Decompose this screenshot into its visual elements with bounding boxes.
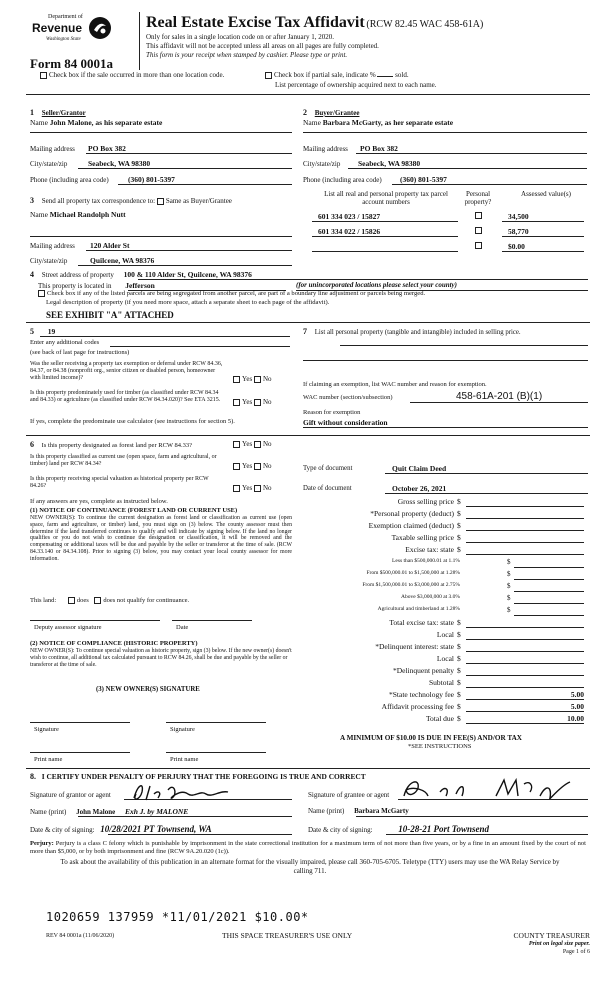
exemption-reason-label: Reason for exemption — [303, 409, 361, 416]
segregated-checkbox[interactable] — [38, 290, 45, 297]
land-does-checkbox[interactable] — [68, 597, 75, 604]
s5-question-1: Was the seller receiving a property tax exemption or deferral under RCW 84.36, 84.37, or 84.38 (nonprofit org., senior citizen or disabled person, homeowner with limited income)? — [30, 361, 223, 381]
header-note-2: This affidavit will not be accepted unless all areas on all pages are fully completed. — [146, 42, 379, 50]
s5-question-3: If yes, complete the predominate use calculator (see instructions for section 5). — [30, 418, 235, 425]
fee-row — [302, 714, 584, 724]
seller-city-value[interactable]: Seabeck, WA 98380 — [88, 159, 151, 168]
seller-city-label: City/state/zip — [30, 160, 68, 168]
s6-question-3: Is this property receiving special valuation as historical property per RCW 84.26? — [30, 476, 209, 489]
correspondence-name-value[interactable]: Michael Randolph Nutt — [49, 210, 126, 219]
s5-q1-yes-checkbox[interactable] — [233, 376, 240, 383]
dollar-sign: $ — [457, 642, 461, 651]
parcel-row-1-personal-checkbox[interactable] — [475, 212, 482, 219]
additional-codes-label: Enter any additional codes — [30, 339, 100, 346]
fee-value-field[interactable] — [466, 666, 584, 676]
buyer-mailing-value[interactable]: PO Box 382 — [360, 144, 398, 153]
perjury-label: Perjury: — [30, 840, 54, 847]
fee-row — [302, 642, 584, 652]
s6-question-1: Is this property designated as forest land per RCW 84.33? — [41, 442, 193, 449]
fee-row — [302, 533, 584, 543]
dollar-sign: $ — [507, 594, 511, 602]
section-1-heading: Seller/Grantor — [41, 109, 86, 117]
fee-label: Affidavit processing fee — [381, 702, 454, 711]
partial-sale-label: Check box if partial sale, indicate % — [274, 71, 376, 79]
form-number: Form 84 0001a — [30, 56, 114, 71]
parcel-row-3-value[interactable]: $0.00 — [508, 242, 525, 251]
section-6-number: 6 — [30, 440, 34, 449]
grantor-date-label: Date & city of signing: — [30, 826, 95, 834]
s5-q2-yes-checkbox[interactable] — [233, 399, 240, 406]
section-2-header — [303, 108, 359, 117]
dor-logo — [30, 14, 112, 50]
section-7-number: 7 — [303, 327, 307, 336]
same-as-buyer-label: Same as Buyer/Grantee — [165, 197, 232, 205]
multi-location-label: Check box if the sale occurred in more than one location code. — [49, 71, 225, 79]
same-as-buyer-checkbox[interactable] — [157, 198, 164, 205]
notice-compliance-text: NEW OWNER(S): To continue special valuation as historic property, sign (3) below. If the new owner(s) doesn't wish to continue, all additional tax calculated pursuant to RCW 84.26, shall be due and payable by the seller or transferor at the time of sale. — [30, 648, 292, 668]
grantor-name-value[interactable]: John Malone — [76, 808, 116, 816]
grantee-name-value[interactable]: Barbara McGarty — [354, 807, 409, 815]
fee-value-field[interactable] — [466, 654, 584, 664]
s6-q1-yes-checkbox[interactable] — [233, 441, 240, 448]
legal-size-note: Print on legal size paper. — [528, 941, 590, 947]
fee-label: *Personal property (deduct) — [370, 509, 454, 518]
new-owner-signature-2-label: Signature — [170, 726, 195, 733]
fee-label: *State technology fee — [389, 690, 454, 699]
fee-value-field[interactable]: 5.00 — [466, 702, 584, 712]
s6-q2-no-checkbox[interactable] — [254, 463, 261, 470]
correspondence-city-value[interactable]: Quilcene, WA 98376 — [90, 256, 155, 265]
grantee-signature-label: Signature of grantee or agent — [308, 791, 390, 799]
street-address-label: Street address of property — [41, 271, 114, 279]
partial-sale-percent-field[interactable] — [377, 76, 393, 77]
new-owner-signature-title: (3) NEW OWNER(S) SIGNATURE — [96, 686, 200, 693]
dollar-sign: $ — [507, 582, 511, 590]
this-land-label: This land: — [30, 597, 57, 604]
fee-row — [302, 666, 584, 676]
correspondence-name-row — [30, 210, 126, 219]
buyer-name-row — [303, 118, 453, 127]
header-bottom-rule — [26, 94, 590, 95]
fee-row — [302, 521, 584, 531]
parcel-col-header: List all real and personal property tax parcel account numbers — [324, 190, 448, 206]
grantee-date-label: Date & city of signing: — [308, 826, 373, 834]
s6-q1-no-checkbox[interactable] — [254, 441, 261, 448]
dollar-sign: $ — [507, 558, 511, 566]
dor-logo-line2: Revenue — [32, 21, 83, 35]
fee-value-field[interactable] — [466, 509, 584, 519]
buyer-name-value[interactable]: Barbara McGarty, as her separate estate — [322, 118, 454, 127]
grantee-date-row — [308, 824, 489, 834]
partial-sale-check-row — [265, 71, 409, 79]
section-7-row — [303, 327, 585, 336]
dollar-sign: $ — [457, 533, 461, 542]
buyer-city-label: City/state/zip — [303, 160, 341, 168]
fee-value-field[interactable] — [466, 545, 584, 555]
fee-value-field[interactable] — [466, 678, 584, 688]
exhibit-a-note[interactable]: SEE EXHIBIT "A" ATTACHED — [46, 310, 174, 320]
located-label: This property is located in — [38, 282, 112, 290]
personal-property-label: List all personal property (tangible and intangible) included in selling price. — [314, 329, 521, 336]
parcel-row-1-value[interactable]: 34,500 — [508, 212, 529, 221]
grantor-name-label: Name (print) — [30, 808, 67, 816]
fee-row — [302, 509, 584, 519]
parcel-row-1-number[interactable]: 601 334 023 / 15827 — [318, 212, 381, 221]
header-divider — [139, 12, 140, 70]
fee-row — [302, 702, 584, 712]
fee-value-field[interactable] — [466, 533, 584, 543]
perjury-body: Perjury is a class C felony which is punishable by imprisonment in the state correctional institution for a maximum term of not more than five years, or by a fine in an amount fixed by the court of not more than $5,000, or by both imprisonment and fine (RCW 9A.20.020 (1c)). — [30, 840, 586, 855]
dollar-sign: $ — [457, 521, 461, 530]
fee-label: Taxable selling price — [391, 533, 454, 542]
page-number: Page 1 of 6 — [562, 949, 590, 955]
s6-q2-yes-checkbox[interactable] — [233, 463, 240, 470]
fee-row — [302, 545, 584, 555]
fee-row — [302, 654, 584, 664]
section-3-row — [30, 196, 232, 205]
doc-date-value[interactable]: October 26, 2021 — [392, 484, 447, 493]
section-5-number: 5 — [30, 327, 34, 336]
grantor-name-handwritten: Exh J. by MALONE — [124, 807, 189, 816]
segregated-check-row — [38, 290, 425, 297]
section-3-number: 3 — [30, 196, 34, 205]
alt-format-notice: To ask about the availability of this publication in an alternate format for the visually impaired, please call 360-705-6705. Teletype (TTY) users may use the WA Relay Service by calling 711. — [60, 858, 560, 875]
land-qualify-row: This land: does does not qualify for continuance. — [30, 597, 190, 604]
personal-col-header: Personal property? — [464, 190, 492, 206]
dollar-sign: $ — [507, 570, 511, 578]
section-4-number: 4 — [30, 270, 34, 279]
tax-bracket-label: From $1,500,000.01 to $3,000,000 at 2.75% — [362, 582, 460, 588]
perjury-text — [30, 840, 586, 855]
fee-value-field[interactable]: 5.00 — [466, 690, 584, 700]
s6-q3-no-checkbox[interactable] — [254, 485, 261, 492]
new-owner-signature-1-label: Signature — [34, 726, 59, 733]
s5-question-2: Is this property predominately used for timber (as classified under RCW 84.34 and 84.33) or agriculture (as classified under RCW 84.34.020)? See ETA 3215. — [30, 390, 221, 403]
tax-bracket-value-field[interactable] — [514, 570, 584, 580]
tax-bracket-label: From $500,000.01 to $1,500,000 at 1.28% — [366, 570, 460, 576]
seller-name-row — [30, 118, 162, 127]
segregated-label: Check box if any of the listed parcels are being segregated from another parcel, are part of a boundary line adjustment or parcels being merged. — [47, 290, 426, 298]
fee-row — [302, 630, 584, 640]
s6-q3-yes-checkbox[interactable] — [233, 485, 240, 492]
s6-q2-yesno: Yes No — [233, 462, 272, 470]
street-address-value[interactable]: 100 & 110 Alder St, Quilcene, WA 98376 — [123, 270, 252, 279]
wac-number-label: WAC number (section/subsection) — [303, 394, 393, 401]
fee-label: Total due — [425, 714, 454, 723]
s5-q1-yesno: Yes No — [233, 375, 272, 383]
unincorporated-note: (for unincorporated locations please select your county) — [296, 281, 457, 289]
list-percentage-note: List percentage of ownership acquired next to each name. — [275, 81, 437, 89]
fee-value-field[interactable] — [466, 618, 584, 628]
s6-q3-yesno: Yes No — [233, 484, 272, 492]
fee-label: Excise tax: state — [405, 545, 454, 554]
fee-value-field[interactable] — [466, 642, 584, 652]
grantee-date-value[interactable]: 10-28-21 Port Townsend — [398, 824, 489, 834]
exemption-claim-label: If claiming an exemption, list WAC number and reason for exemption. — [303, 381, 487, 388]
s6-q1-yesno: Yes No — [233, 440, 272, 448]
grantee-signature[interactable] — [400, 776, 580, 804]
tax-code-value[interactable]: 19 — [47, 327, 56, 336]
tax-bracket-value-field[interactable] — [514, 558, 584, 568]
fee-row — [302, 618, 584, 628]
land-does-not-checkbox[interactable] — [94, 597, 101, 604]
multi-location-check-row — [40, 71, 224, 79]
fee-label: Total excise tax: state — [389, 618, 454, 627]
county-treasurer-label: COUNTY TREASURER — [513, 931, 590, 940]
dollar-sign: $ — [507, 606, 511, 614]
section-1-number: 1 — [30, 108, 34, 117]
correspondence-name-label: Name — [30, 210, 48, 219]
fee-value-field[interactable] — [466, 630, 584, 640]
fee-value-field[interactable]: 10.00 — [466, 714, 584, 724]
dollar-sign: $ — [457, 678, 461, 687]
form-title-ref: (RCW 82.45 WAC 458-61A) — [366, 19, 484, 30]
grantor-date-value[interactable]: 10/28/2021 PT Townsend, WA — [100, 824, 212, 834]
fee-value-field[interactable] — [466, 521, 584, 531]
section-3-label: Send all property tax correspondence to: — [41, 197, 156, 205]
dor-logo-line3: Washington State — [46, 37, 81, 42]
header-note-3: This form is your receipt when stamped by cashier. Please type or print. — [146, 51, 348, 59]
seller-name-label: Name — [30, 118, 48, 127]
tax-bracket-value-field[interactable] — [514, 594, 584, 604]
notice-continuance-title: (1) NOTICE OF CONTINUANCE (FOREST LAND OR CURRENT USE) — [30, 507, 238, 514]
seller-mailing-label: Mailing address — [30, 145, 75, 153]
parcel-row-3-personal-checkbox[interactable] — [475, 242, 482, 249]
seller-name-value[interactable]: John Malone, as his separate estate — [49, 118, 163, 127]
s5-q1-no-checkbox[interactable] — [254, 376, 261, 383]
correspondence-mailing-label: Mailing address — [30, 242, 75, 250]
dollar-sign: $ — [457, 654, 461, 663]
buyer-mailing-label: Mailing address — [303, 145, 348, 153]
multi-location-checkbox[interactable] — [40, 72, 47, 79]
form-title: Real Estate Excise Tax Affidavit — [146, 14, 365, 31]
buyer-phone-value[interactable]: (360) 801-5397 — [400, 175, 447, 184]
fee-label: *Delinquent penalty — [392, 666, 454, 675]
new-owner-print-2-label: Print name — [170, 756, 199, 763]
doc-date-label: Date of document — [303, 485, 352, 492]
form-title-row — [146, 14, 483, 32]
parcel-row-2-number[interactable]: 601 334 022 / 15826 — [318, 227, 381, 236]
tax-bracket-row — [302, 558, 584, 568]
grantor-date-row — [30, 824, 212, 834]
located-row — [38, 281, 155, 290]
doc-type-value[interactable]: Quit Claim Deed — [392, 464, 447, 473]
fee-label: Local — [436, 630, 454, 639]
notice-continuance-text: NEW OWNER(S): To continue the current designation as forest land or classification as current use (open space, farm and agriculture, or timber) land, you must sign on (3) below. The county assessor must then determine if the land transferred continues to qualify and will indicate by signing below. If the land no longer qualifies or you do not wish to continue the designation or classification, it will be removed and the compensating or additional taxes will be due and payable by the seller or transferor at the time of sale. (RCW 84.33.140 or 84.34.108). Prior to signing (3) below, you may contact your local county assessor for more information. — [30, 515, 292, 562]
dollar-sign: $ — [457, 690, 461, 699]
dollar-sign: $ — [457, 666, 461, 675]
see-back-note: (see back of last page for instructions) — [30, 349, 130, 356]
tax-bracket-label: Less than $500,000.01 at 1.1% — [392, 558, 460, 564]
fee-label: Exemption claimed (deduct) — [368, 521, 454, 530]
correspondence-mailing-value[interactable]: 120 Alder St — [90, 241, 130, 250]
dollar-sign: $ — [457, 497, 461, 506]
deputy-date-label: Date — [176, 624, 189, 631]
form-revision: REV 84 0001a (11/06/2020) — [46, 933, 115, 939]
tax-bracket-row — [302, 594, 584, 604]
dollar-sign: $ — [457, 509, 461, 518]
dollar-sign: $ — [457, 618, 461, 627]
dor-emblem-icon — [88, 16, 112, 40]
partial-sale-checkbox[interactable] — [265, 72, 272, 79]
buyer-city-value[interactable]: Seabeck, WA 98380 — [358, 159, 421, 168]
county-value[interactable]: Jefferson — [125, 281, 155, 290]
fee-value-field[interactable] — [466, 497, 584, 507]
fee-label: Local — [436, 654, 454, 663]
parcel-row-2-personal-checkbox[interactable] — [475, 227, 482, 234]
treasurer-receipt-stamp: 1020659 137959 *11/01/2021 $10.00* — [46, 910, 309, 924]
fee-label: Gross selling price — [397, 497, 454, 506]
tax-bracket-row — [302, 582, 584, 592]
tax-bracket-label: Agricultural and timberland at 1.28% — [377, 606, 460, 612]
section-5-row — [30, 327, 55, 336]
grantor-name-row — [30, 807, 188, 816]
legal-description-label: Legal description of property (if you need more space, attach a separate sheet to each page of the affidavit). — [46, 299, 330, 306]
s5-q2-yesno: Yes No — [233, 398, 272, 406]
section-2-number: 2 — [303, 108, 307, 117]
tax-bracket-row — [302, 606, 584, 616]
seller-mailing-value[interactable]: PO Box 382 — [88, 144, 126, 153]
header-note-1: Only for sales in a single location code on or after January 1, 2020. — [146, 33, 334, 41]
fee-label: *Delinquent interest: state — [375, 642, 454, 651]
fee-row — [302, 497, 584, 507]
tax-bracket-row — [302, 570, 584, 580]
notice-compliance-title: (2) NOTICE OF COMPLIANCE (HISTORIC PROPERTY) — [30, 640, 198, 647]
dollar-sign: $ — [457, 545, 461, 554]
treasurer-use-label: THIS SPACE TREASURER'S USE ONLY — [222, 931, 353, 940]
see-instructions-note: *SEE INSTRUCTIONS — [408, 743, 472, 750]
s5-q2-no-checkbox[interactable] — [254, 399, 261, 406]
fee-row — [302, 678, 584, 688]
dollar-sign: $ — [457, 714, 461, 723]
section-1-header — [30, 108, 86, 117]
doc-type-label: Type of document — [303, 465, 353, 472]
new-owner-print-1-label: Print name — [34, 756, 63, 763]
exemption-reason-value[interactable]: Gift without consideration — [303, 418, 388, 427]
deputy-signature-label: Deputy assessor signature — [34, 624, 102, 631]
fee-label: Subtotal — [428, 678, 454, 687]
s6-if-yes-note: If any answers are yes, complete as instructed below. — [30, 498, 168, 505]
section-2-heading: Buyer/Grantee — [314, 109, 360, 117]
seller-phone-label: Phone (including area code) — [30, 176, 109, 184]
minimum-due-notice: A MINIMUM OF $10.00 IS DUE IN FEE(S) AND/OR TAX — [340, 734, 522, 742]
certify-statement: I CERTIFY UNDER PENALTY OF PERJURY THAT THE FOREGOING IS TRUE AND CORRECT — [41, 772, 366, 781]
grantor-signature[interactable] — [128, 780, 238, 804]
grantee-name-label: Name (print) — [308, 807, 345, 815]
grantor-signature-label: Signature of grantor or agent — [30, 791, 111, 799]
tax-bracket-label: Above $3,000,000 at 3.0% — [401, 594, 460, 600]
tax-bracket-value-field[interactable] — [514, 582, 584, 592]
buyer-phone-label: Phone (including area code) — [303, 176, 382, 184]
partial-sale-sold-label: sold. — [395, 71, 409, 79]
fee-row — [302, 690, 584, 700]
assessed-col-header: Assessed value(s) — [521, 190, 571, 198]
section-8-number: 8. — [30, 772, 36, 781]
seller-phone-value[interactable]: (360) 801-5397 — [128, 175, 175, 184]
section-4-row — [30, 270, 252, 279]
grantee-name-row — [308, 807, 409, 815]
parcel-row-2-value[interactable]: 58,770 — [508, 227, 529, 236]
s6-question-2: Is this property classified as current use (open space, farm and agricultural, or timber) land per RCW 84.34? — [30, 454, 217, 467]
tax-bracket-value-field[interactable] — [514, 606, 584, 616]
wac-number-value[interactable]: 458-61A-201 (B)(1) — [456, 391, 543, 402]
section-6-q1-row — [30, 440, 192, 449]
buyer-name-label: Name — [303, 118, 321, 127]
correspondence-city-label: City/state/zip — [30, 257, 68, 265]
dollar-sign: $ — [457, 630, 461, 639]
dollar-sign: $ — [457, 702, 461, 711]
dor-logo-line1: Department of — [48, 14, 83, 20]
